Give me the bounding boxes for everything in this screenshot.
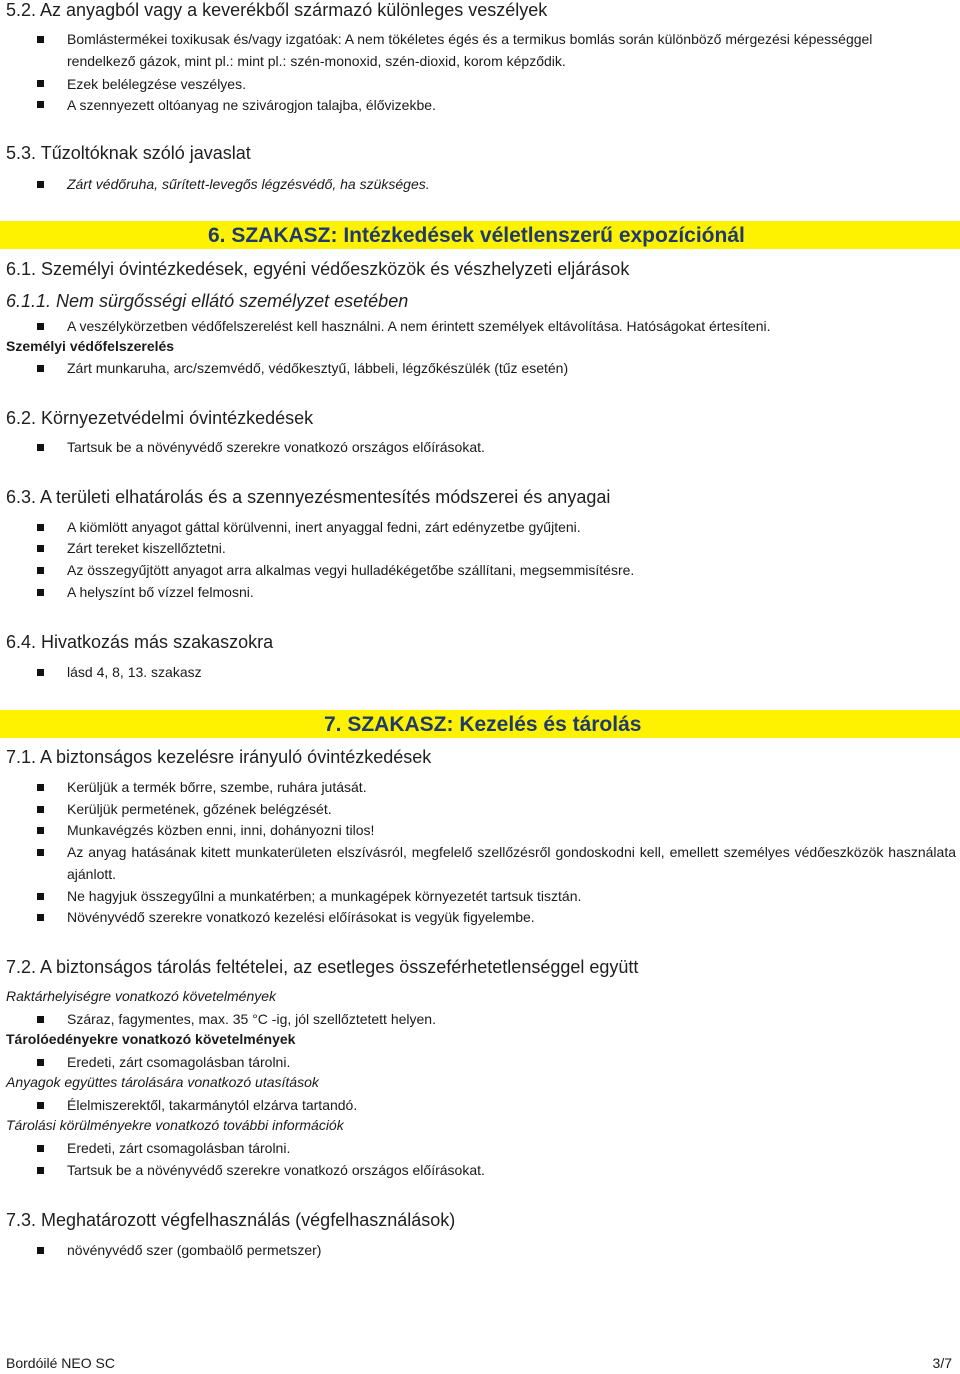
section-6-title: 6. SZAKASZ: Intézkedések véletlenszerű expozíciónál (208, 224, 745, 247)
bullet-icon (37, 827, 44, 834)
list-item: Tartsuk be a növényvédő szerekre vonatkozó országos előírásokat. (67, 1162, 485, 1178)
bullet-icon (37, 36, 44, 43)
bullet-icon (37, 1167, 44, 1174)
list-item: Növényvédő szerekre vonatkozó kezelési előírásokat is vegyük figyelembe. (67, 909, 535, 925)
conditions-label: Tárolási körülményekre vonatkozó további információk (6, 1117, 344, 1133)
list-item: Kerüljük permetének, gőzének belégzését. (67, 801, 332, 817)
list-item: Zárt tereket kiszellőztetni. (67, 540, 226, 556)
list-item: Élelmiszerektől, takarmánytól elzárva tartandó. (67, 1097, 358, 1113)
footer-page-number: 3/7 (932, 1355, 952, 1371)
container-label: Tárolóedényekre vonatkozó követelmények (6, 1031, 296, 1047)
list-item: Az anyag hatásának kitett munkaterületen elszívásról, megfelelő szellőzésről gondoskodni kell, emellett személyes védőeszközök használata ajánlott. (67, 844, 956, 882)
list-item: Bomlástermékei toxikusak és/vagy izgatóak: A nem tökéletes égés és a termikus bomlás során különböző mérgezési képességgel rendelkező gázok, mint pl.: mint pl.: szén-monoxid, szén-dioxid, korom képződik. (67, 31, 873, 69)
bullet-icon (37, 1016, 44, 1023)
section-7-1-title: 7.1. A biztonságos kezelésre irányuló óvintézkedések (6, 747, 432, 767)
list-item: Munkavégzés közben enni, inni, dohányozni tilos! (67, 822, 375, 838)
list-item: A szennyezett oltóanyag ne szivárogjon talajba, élővizekbe. (67, 97, 436, 113)
bullet-icon (37, 524, 44, 531)
list-item: Száraz, fagymentes, max. 35 °C -ig, jól szellőztetett helyen. (67, 1011, 436, 1027)
bullet-icon (37, 1145, 44, 1152)
bullet-icon (37, 784, 44, 791)
list-item: növényvédő szer (gombaölő permetszer) (67, 1242, 322, 1258)
list-item: Zárt munkaruha, arc/szemvédő, védőkesztyű, lábbeli, légzőkészülék (tűz esetén) (67, 360, 569, 376)
section-6-1-title: 6.1. Személyi óvintézkedések, egyéni védőeszközök és vészhelyzeti eljárások (6, 259, 630, 279)
list-item: Kerüljük a termék bőrre, szembe, ruhára jutását. (67, 779, 367, 795)
bullet-icon (37, 893, 44, 900)
list-item: Eredeti, zárt csomagolásban tárolni. (67, 1140, 291, 1156)
list-item: A kiömlött anyagot gáttal körülvenni, inert anyaggal fedni, zárt edényzetbe gyűjteni. (67, 519, 581, 535)
section-5-3-title: 5.3. Tűzoltóknak szóló javaslat (6, 143, 251, 163)
ppe-label: Személyi védőfelszerelés (6, 338, 175, 354)
footer-product: Bordóilé NEO SC (6, 1355, 115, 1371)
bullet-icon (37, 444, 44, 451)
section-6-2-title: 6.2. Környezetvédelmi óvintézkedések (6, 408, 314, 428)
section-6-4-title: 6.4. Hivatkozás más szakaszokra (6, 632, 274, 652)
bullet-icon (37, 1102, 44, 1109)
bullet-icon (37, 1059, 44, 1066)
list-item: Ezek belélegzése veszélyes. (67, 76, 246, 92)
bullet-icon (37, 806, 44, 813)
list-item: lásd 4, 8, 13. szakasz (67, 664, 202, 680)
storage-label: Raktárhelyiségre vonatkozó követelmények (6, 988, 277, 1004)
section-5-2-title: 5.2. Az anyagból vagy a keverékből származó különleges veszélyek (6, 0, 548, 20)
bullet-icon (37, 914, 44, 921)
list-item: Zárt védőruha, sűrített-levegős légzésvédő, ha szükséges. (67, 176, 430, 192)
bullet-icon (37, 323, 44, 330)
section-7-3-title: 7.3. Meghatározott végfelhasználás (végfelhasználások) (6, 1210, 456, 1230)
bullet-icon (37, 545, 44, 552)
bullet-icon (37, 80, 44, 87)
bullet-icon (37, 567, 44, 574)
list-item: A helyszínt bő vízzel felmosni. (67, 584, 254, 600)
list-item: Tartsuk be a növényvédő szerekre vonatkozó országos előírásokat. (67, 439, 485, 455)
section-6-3-title: 6.3. A területi elhatárolás és a szennyezésmentesítés módszerei és anyagai (6, 487, 611, 507)
section-7-2-title: 7.2. A biztonságos tárolás feltételei, az esetleges összeférhetetlenséggel együtt (6, 957, 639, 977)
joint-storage-label: Anyagok együttes tárolására vonatkozó utasítások (6, 1074, 319, 1090)
list-item: Eredeti, zárt csomagolásban tárolni. (67, 1054, 291, 1070)
list-item: A veszélykörzetben védőfelszerelést kell használni. A nem érintett személyek eltávolítása. Hatóságokat értesíteni. (67, 318, 771, 334)
bullet-icon (37, 1247, 44, 1254)
bullet-icon (37, 101, 44, 108)
bullet-icon (37, 589, 44, 596)
list-item: Ne hagyjuk összegyűlni a munkatérben; a munkagépek környezetét tartsuk tisztán. (67, 888, 582, 904)
list-item: Az összegyűjtött anyagot arra alkalmas vegyi hulladékégetőbe szállítani, megsemmisítésre. (67, 562, 635, 578)
bullet-icon (37, 365, 44, 372)
bullet-icon (37, 849, 44, 856)
section-7-title: 7. SZAKASZ: Kezelés és tárolás (324, 713, 642, 736)
bullet-icon (37, 669, 44, 676)
section-6-1-1-title: 6.1.1. Nem sürgősségi ellátó személyzet esetében (6, 291, 409, 311)
bullet-icon (37, 181, 44, 188)
